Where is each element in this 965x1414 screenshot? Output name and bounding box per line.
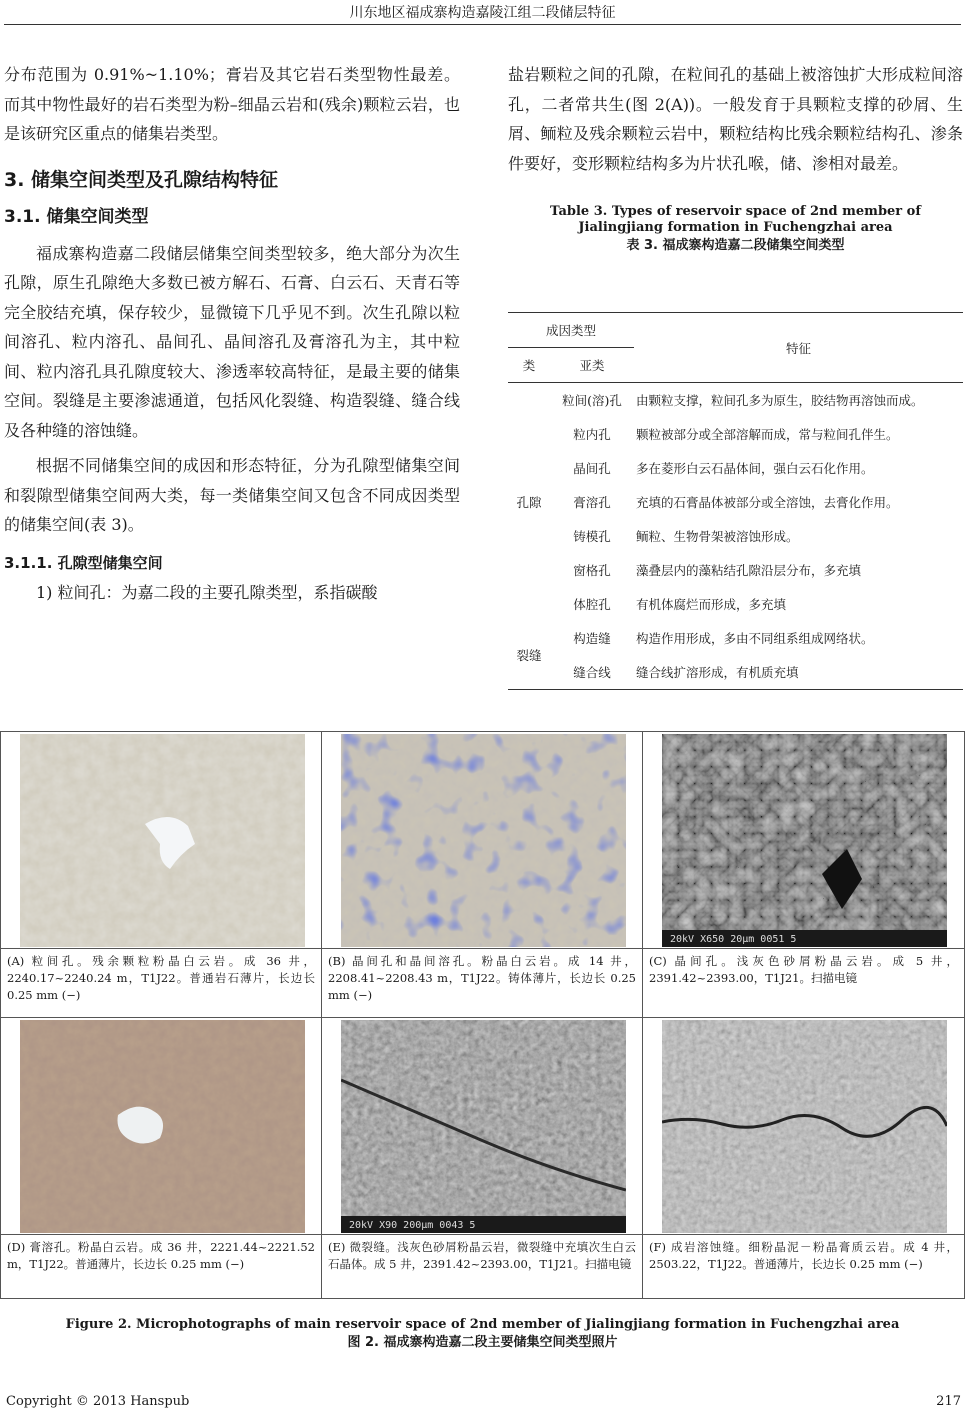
sem-databar-c: 20kV X650 20μm 0051 5: [670, 934, 797, 945]
micrograph-a: [20, 734, 305, 947]
subsection-heading: 3.1. 储集空间类型: [4, 206, 149, 227]
micrograph-c: [662, 734, 947, 947]
micrograph-e: [341, 1020, 626, 1233]
table-cell-feature: 缝合线扩溶形成，有机质充填: [634, 655, 963, 690]
figure-caption-b: (B) 晶间孔和晶间溶孔。粉晶白云岩。成 14 井，2208.41~2208.43 m，T1J22。铸体薄片，长边长 0.25 mm (−): [321, 948, 643, 1018]
figure-cell-c-image: [642, 731, 965, 949]
table-cell-feature: 充填的石膏晶体被部分或全溶蚀，去膏化作用。: [636, 495, 899, 510]
page-footer: [6, 1394, 961, 1409]
figure-caption-block: [0, 1316, 965, 1352]
section-heading: 3. 储集空间类型及孔隙结构特征: [4, 168, 279, 191]
figure-caption-f: (F) 成岩溶蚀缝。细粉晶泥－粉晶膏质云岩。成 4 井，2503.22，T1J22。普通薄片，长边长 0.25 mm (−): [642, 1234, 965, 1299]
table-row: [508, 587, 963, 621]
table-cell-subclass: 缝合线: [550, 655, 634, 690]
table-row: [508, 383, 963, 418]
table-cell-feature: 藻叠层内的藻粘结孔隙沿层分布，多充填: [636, 563, 862, 578]
paragraph: 盐岩颗粒之间的孔隙，在粒间孔的基础上被溶蚀扩大形成粒间溶孔，二者常共生(图 2(A))。一般发育于具颗粒支撑的砂屑、生屑、鲕粒及残余颗粒云岩中，颗粒结构比残余颗粒结构孔、渗条件要好，变形颗粒结构多为片状孔喉，储、渗相对最差。: [508, 65, 963, 173]
paragraph: 分布范围为 0.91%~1.10%；膏岩及其它岩石类型物性最差。而其中物性最好的岩石类型为粉–细晶云岩和(残余)颗粒云岩，也是该研究区重点的储集岩类型。: [4, 65, 460, 143]
reservoir-space-table: [508, 312, 963, 690]
table-row: [508, 519, 963, 553]
table-cell-subclass: 窗格孔: [573, 563, 611, 578]
table-header-feature: 特征: [634, 313, 963, 383]
figure-cell-f-image: [642, 1017, 965, 1235]
figure-cell-d-image: [0, 1017, 322, 1235]
table-cell-feature: 多在菱形白云石晶体间，强白云石化作用。: [636, 461, 874, 476]
table-group-fracture: 裂缝: [508, 621, 550, 690]
micrograph-d: [20, 1020, 305, 1233]
table-cell-subclass: 膏溶孔: [573, 495, 611, 510]
table-row: [508, 621, 963, 655]
figure-caption-cn: 图 2. 福成寨构造嘉二段主要储集空间类型照片: [347, 1335, 618, 1350]
table-header-subclass: 亚类: [550, 348, 634, 383]
figure-caption-en: Figure 2. Microphotographs of main reservoir space of 2nd member of Jialingjiang formation in Fuchengzhai area: [65, 1317, 900, 1332]
table-cell-subclass: 晶间孔: [573, 461, 611, 476]
table-header-class: 类: [508, 348, 550, 383]
table-row: [508, 553, 963, 587]
figure-caption-e: (E) 微裂缝。浅灰色砂屑粉晶云岩，微裂缝中充填次生白云石晶体。成 5 井，2391.42~2393.00，T1J21。扫描电镜: [321, 1234, 643, 1299]
table-header-genesis: 成因类型: [508, 313, 634, 348]
table-cell-subclass: 粒间(溶)孔: [562, 393, 622, 408]
sem-databar-e: 20kV X90 200μm 0043 5: [349, 1220, 476, 1231]
table-cell-feature: 鲕粒、生物骨架被溶蚀形成。: [636, 529, 799, 544]
figure-caption-a: (A) 粒间孔。残余颗粒粉晶白云岩。成 36 井，2240.17~2240.24 m，T1J22。普通岩石薄片，长边长 0.25 mm (−): [0, 948, 322, 1018]
table-cell-feature: 有机体腐烂而形成，多充填: [636, 597, 787, 612]
figure-cell-a-image: [0, 731, 322, 949]
copyright: Copyright © 2013 Hanspub: [6, 1394, 190, 1409]
micrograph-b: [341, 734, 626, 947]
table-cell-subclass: 构造缝: [573, 631, 611, 646]
table-caption-cn: 表 3. 福成寨构造嘉二段储集空间类型: [626, 238, 845, 253]
table-row: [508, 451, 963, 485]
subsubsection-heading: 3.1.1. 孔隙型储集空间: [4, 553, 163, 572]
table-cell-feature: 由颗粒支撑，粒间孔多为原生，胶结物再溶蚀而成。: [636, 393, 924, 408]
micrograph-f: [662, 1020, 947, 1233]
table-group-pore: 孔隙: [516, 495, 542, 510]
right-column: [508, 60, 963, 254]
table-row: [508, 655, 963, 690]
table-cell-subclass: 体腔孔: [573, 597, 611, 612]
header-rule: [4, 24, 961, 25]
paragraph: 1) 粒间孔：为嘉二段的主要孔隙类型，系指碳酸: [36, 582, 378, 602]
table-cell-subclass: 铸模孔: [573, 529, 611, 544]
paragraph: 福成寨构造嘉二段储层储集空间类型较多，绝大部分为次生孔隙，原生孔隙绝大多数已被方解石、石膏、白云石、天青石等完全胶结充填，保存较少，显微镜下几乎见不到。次生孔隙以粒间溶孔、粒内溶孔、晶间孔、晶间溶孔及膏溶孔为主，其中粒间、粒内溶孔具孔隙度较大、渗透率较高特征，是最主要的储集空间。裂缝是主要渗滤通道，包括风化裂缝、构造裂缝、缝合线及各种缝的溶蚀缝。: [4, 243, 460, 440]
paragraph: 根据不同储集空间的成因和形态特征，分为孔隙型储集空间和裂隙型储集空间两大类，每一类储集空间又包含不同成因类型的储集空间(表 3)。: [4, 456, 460, 534]
figure-2: [0, 731, 965, 1299]
figure-caption-d: (D) 膏溶孔。粉晶白云岩。成 36 井，2221.44~2221.52 m，T1J22。普通薄片，长边长 0.25 mm (−): [0, 1234, 322, 1299]
table-cell-feature: 构造作用形成，多由不同组系组成网络状。: [636, 631, 874, 646]
left-column: [4, 60, 460, 607]
figure-caption-c: (C) 晶间孔。浅灰色砂屑粉晶云岩。成 5 井，2391.42~2393.00，T1J21。扫描电镜: [642, 948, 965, 1018]
page-number: 217: [936, 1394, 961, 1409]
table-cell-subclass: 粒内孔: [573, 427, 611, 442]
table-cell-feature: 颗粒被部分或全部溶解而成，常与粒间孔伴生。: [636, 427, 899, 442]
table-caption-en: Table 3. Types of reservoir space of 2nd member of Jialingjiang formation in Fuchengzhai area: [550, 204, 921, 235]
running-header: 川东地区福成寨构造嘉陵江组二段储层特征: [349, 5, 616, 21]
table-row: [508, 485, 963, 519]
figure-cell-e-image: [321, 1017, 643, 1235]
figure-cell-b-image: [321, 731, 643, 949]
table-row: [508, 417, 963, 451]
